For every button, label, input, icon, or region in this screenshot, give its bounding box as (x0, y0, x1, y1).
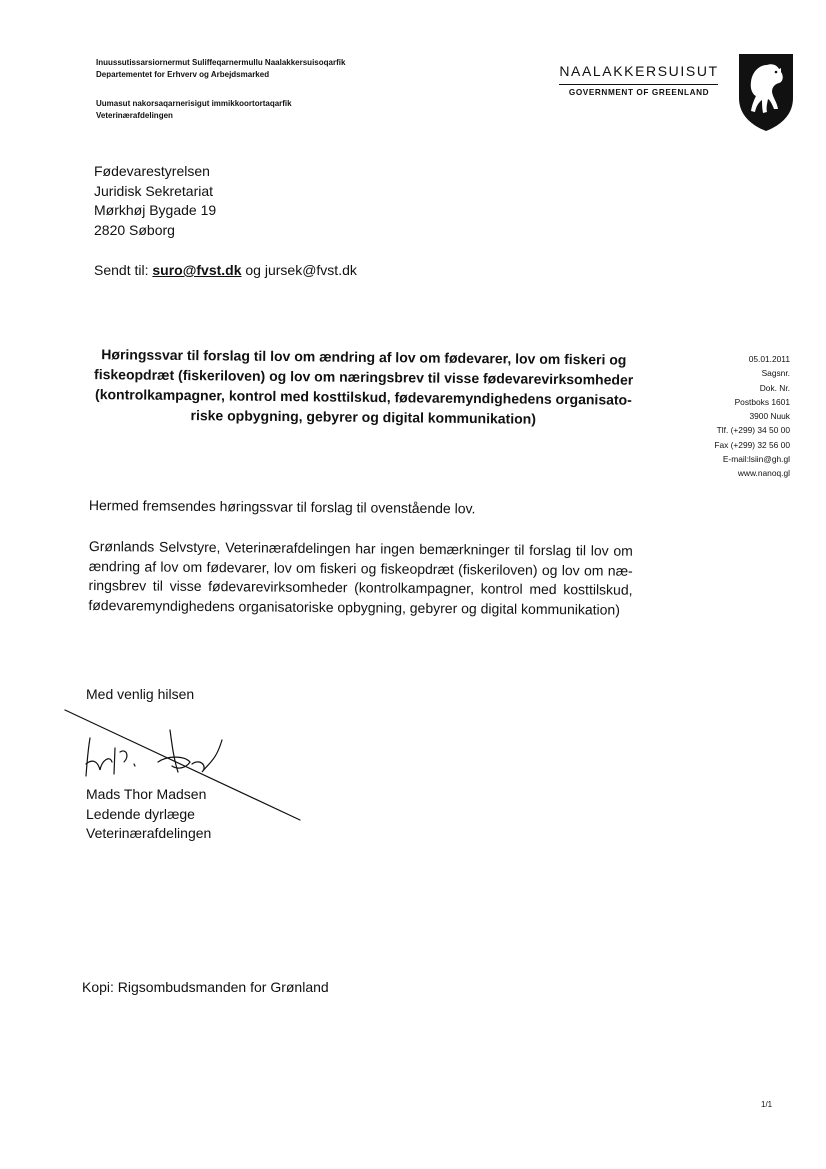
subject-line: Høringssvar til forslag til lov om ændring af lov om fødevarer, lov om fiskeri og (101, 346, 627, 368)
copy-recipient: Kopi: Rigsombudsmanden for Grønland (82, 979, 329, 995)
website: www.nanoq.gl (737, 468, 790, 479)
signer-name: Mads Thor Madsen (86, 786, 207, 802)
address-line: 2820 Søborg (94, 221, 175, 238)
postbox: Postboks 1601 (734, 396, 790, 407)
letter-date: 05.01.2011 (748, 354, 790, 364)
letter-metadata (665, 352, 790, 481)
fax: Fax (+299) 32 56 00 (714, 439, 790, 450)
body-paragraph-intro: Hermed fremsendes høringssvar til forslag til ovenstående lov. (88, 497, 476, 517)
address-line: Mørkhøj Bygade 19 (94, 202, 217, 218)
sent-to-label: Sendt til: (94, 262, 149, 278)
government-subtitle: GOVERNMENT OF GREENLAND (568, 88, 710, 97)
subject-line: fiskeopdræt (fiskeriloven) og lov om næringsbrev til visse fødevarevirksomheder (94, 366, 634, 388)
closing-greeting: Med venlig hilsen (86, 686, 195, 702)
government-name: NAALAKKERSUISUT (559, 63, 719, 79)
signer-unit: Veterinærafdelingen (86, 825, 212, 841)
case-number-label: Sagsnr. (761, 368, 790, 379)
address-line: Fødevarestyrelsen (94, 163, 210, 179)
document-number-label: Dok. Nr. (759, 382, 790, 393)
email-link[interactable]: suro@fvst.dk (152, 262, 242, 278)
signature-block (86, 785, 211, 844)
unit-name-da: Veterinærafdelingen (96, 111, 173, 121)
email: E-mail:lsiin@gh.gl (722, 454, 790, 465)
page-number: 1/1 (761, 1100, 773, 1109)
department-name-kl: Inuussutissarsiornermut Suliffeqarnermullu Naalakkersuisoqarfik (96, 58, 346, 67)
subject-line: riske opbygning, gebyrer og digital kommunikation) (190, 407, 537, 427)
government-divider (559, 84, 718, 85)
address-line: Juridisk Sekretariat (94, 182, 214, 199)
phone: Tlf. (+299) 34 50 00 (716, 425, 790, 436)
letter-subject (85, 344, 642, 430)
department-header (96, 57, 345, 82)
unit-header (96, 98, 292, 123)
sent-to-rest: og jursek@fvst.dk (245, 262, 357, 278)
sent-to-line (94, 262, 357, 278)
coat-of-arms-icon (737, 52, 795, 132)
body-paragraph-main: Grønlands Selvstyre, Veterinærafdelingen har ingen bemærkninger til forslag til lov om ændring af lov om fødevarer, lov om fiskeri og fiskeopdræt (fiskeriloven) og lov om næ-ringsbrev til visse fødevarevirksomheder (kontrolkampagner, kontrol med kosttilskud, fødevaremyndighedens organisatoriske opbygning, gebyrer og digital kommunikation) (88, 537, 633, 618)
recipient-address (94, 162, 216, 240)
subject-line: (kontrolkampagner, kontrol med kosttilskud, fødevaremyndighedens organisato- (95, 386, 632, 408)
unit-name-kl: Uumasut nakorsaqarnerisigut immikkoortortaqarfik (96, 99, 292, 108)
city: 3900 Nuuk (749, 411, 790, 422)
signer-title: Ledende dyrlæge (86, 805, 195, 822)
department-name-da: Departementet for Erhverv og Arbejdsmarked (96, 70, 270, 80)
